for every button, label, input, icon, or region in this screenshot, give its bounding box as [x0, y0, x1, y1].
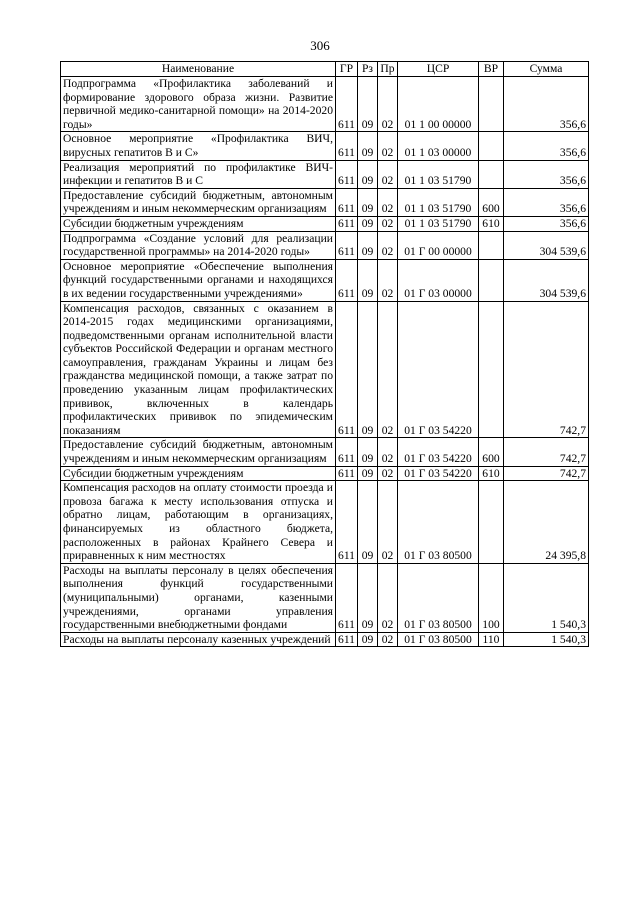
cell-pr: 02: [378, 632, 398, 647]
cell-sum: 1 540,3: [504, 563, 589, 632]
cell-name: Предоставление субсидий бюджетным, автономным учреждениям и иным некоммерческим организациям: [61, 438, 336, 466]
cell-csr: 01 Г 03 54220: [398, 438, 479, 466]
cell-name: Субсидии бюджетным учреждениям: [61, 466, 336, 481]
cell-csr: 01 Г 03 54220: [398, 466, 479, 481]
table-row: [61, 466, 589, 481]
cell-name: Основное мероприятие «Обеспечение выполнения функций государственными органами и находящихся в их ведении государственными учреждениями»: [61, 259, 336, 301]
cell-sum: 742,7: [504, 466, 589, 481]
budget-table: [60, 61, 589, 647]
cell-gr: 611: [336, 77, 358, 132]
cell-vr: 610: [479, 216, 504, 231]
cell-pr: 02: [378, 301, 398, 438]
cell-name: Предоставление субсидий бюджетным, автономным учреждениям и иным некоммерческим организациям: [61, 188, 336, 216]
cell-csr: 01 1 03 51790: [398, 216, 479, 231]
cell-name: Подпрограмма «Создание условий для реализации государственной программы» на 2014-2020 годы»: [61, 231, 336, 259]
cell-vr: [479, 301, 504, 438]
cell-sum: 742,7: [504, 438, 589, 466]
cell-csr: 01 1 00 00000: [398, 77, 479, 132]
cell-gr: 611: [336, 301, 358, 438]
cell-rz: 09: [358, 160, 378, 188]
cell-sum: 304 539,6: [504, 231, 589, 259]
header-pr: Пр: [378, 62, 398, 77]
table-row: [61, 481, 589, 564]
cell-csr: 01 Г 03 80500: [398, 632, 479, 647]
table-row: [61, 259, 589, 301]
table-row: [61, 160, 589, 188]
cell-pr: 02: [378, 160, 398, 188]
header-name: Наименование: [61, 62, 336, 77]
cell-vr: 100: [479, 563, 504, 632]
cell-rz: 09: [358, 481, 378, 564]
cell-gr: 611: [336, 188, 358, 216]
cell-vr: [479, 132, 504, 160]
cell-csr: 01 Г 03 00000: [398, 259, 479, 301]
cell-rz: 09: [358, 231, 378, 259]
cell-pr: 02: [378, 188, 398, 216]
cell-vr: 110: [479, 632, 504, 647]
cell-pr: 02: [378, 231, 398, 259]
cell-rz: 09: [358, 438, 378, 466]
cell-gr: 611: [336, 466, 358, 481]
cell-vr: 600: [479, 438, 504, 466]
cell-csr: 01 Г 03 80500: [398, 481, 479, 564]
cell-gr: 611: [336, 216, 358, 231]
table-header-row: [61, 62, 589, 77]
table-row: [61, 77, 589, 132]
cell-rz: 09: [358, 259, 378, 301]
cell-pr: 02: [378, 563, 398, 632]
cell-name: Реализация мероприятий по профилактике ВИЧ-инфекции и гепатитов В и С: [61, 160, 336, 188]
header-gr: ГР: [336, 62, 358, 77]
cell-name: Компенсация расходов на оплату стоимости проезда и провоза багажа к месту использования отпуска и обратно лицам, работающим в организациях, финансируемых из областного бюджета, расположенных в районах Крайнего Севера и приравненных к ним местностях: [61, 481, 336, 564]
cell-gr: 611: [336, 259, 358, 301]
cell-rz: 09: [358, 77, 378, 132]
cell-sum: 356,6: [504, 160, 589, 188]
table-row: [61, 438, 589, 466]
cell-vr: 600: [479, 188, 504, 216]
cell-rz: 09: [358, 563, 378, 632]
table-row: [61, 632, 589, 647]
cell-name: Основное мероприятие «Профилактика ВИЧ, вирусных гепатитов В и С»: [61, 132, 336, 160]
cell-rz: 09: [358, 301, 378, 438]
cell-pr: 02: [378, 132, 398, 160]
cell-name: Подпрограмма «Профилактика заболеваний и формирование здорового образа жизни. Развитие первичной медико-санитарной помощи» на 2014-2020 годы»: [61, 77, 336, 132]
cell-csr: 01 Г 03 80500: [398, 563, 479, 632]
cell-rz: 09: [358, 188, 378, 216]
cell-gr: 611: [336, 563, 358, 632]
table-row: [61, 301, 589, 438]
cell-rz: 09: [358, 216, 378, 231]
cell-rz: 09: [358, 466, 378, 481]
header-csr: ЦСР: [398, 62, 479, 77]
cell-pr: 02: [378, 438, 398, 466]
cell-sum: 1 540,3: [504, 632, 589, 647]
cell-sum: 24 395,8: [504, 481, 589, 564]
cell-sum: 356,6: [504, 188, 589, 216]
cell-csr: 01 1 03 00000: [398, 132, 479, 160]
cell-name: Субсидии бюджетным учреждениям: [61, 216, 336, 231]
cell-sum: 356,6: [504, 132, 589, 160]
cell-pr: 02: [378, 481, 398, 564]
cell-gr: 611: [336, 438, 358, 466]
cell-vr: [479, 259, 504, 301]
header-rz: Рз: [358, 62, 378, 77]
cell-pr: 02: [378, 216, 398, 231]
cell-vr: [479, 77, 504, 132]
cell-gr: 611: [336, 632, 358, 647]
cell-pr: 02: [378, 259, 398, 301]
cell-pr: 02: [378, 466, 398, 481]
table-row: [61, 563, 589, 632]
cell-rz: 09: [358, 632, 378, 647]
cell-rz: 09: [358, 132, 378, 160]
cell-sum: 742,7: [504, 301, 589, 438]
cell-csr: 01 1 03 51790: [398, 160, 479, 188]
cell-vr: [479, 160, 504, 188]
cell-csr: 01 1 03 51790: [398, 188, 479, 216]
cell-sum: 356,6: [504, 216, 589, 231]
table-body: [61, 77, 589, 647]
cell-gr: 611: [336, 231, 358, 259]
cell-name: Компенсация расходов, связанных с оказанием в 2014-2015 годах медицинскими организациями, подведомственными органам исполнительной власти субъектов Российской Федерации и органам местного самоуправления, гражданам Украины и лицам без гражданства медицинской помощи, а также затрат по проведению указанным лицам профилактических прививок, включенных в календарь профилактических прививок по эпидемическим показаниям: [61, 301, 336, 438]
cell-name: Расходы на выплаты персоналу в целях обеспечения выполнения функций государственными (муниципальными) органами, казенными учреждениями, органами управления государственными внебюджетными фондами: [61, 563, 336, 632]
cell-csr: 01 Г 00 00000: [398, 231, 479, 259]
table-row: [61, 231, 589, 259]
cell-gr: 611: [336, 132, 358, 160]
cell-sum: 356,6: [504, 77, 589, 132]
cell-pr: 02: [378, 77, 398, 132]
cell-sum: 304 539,6: [504, 259, 589, 301]
table-row: [61, 188, 589, 216]
cell-vr: 610: [479, 466, 504, 481]
header-vr: ВР: [479, 62, 504, 77]
page-number: 306: [310, 38, 330, 53]
table-row: [61, 216, 589, 231]
cell-vr: [479, 481, 504, 564]
header-sum: Сумма: [504, 62, 589, 77]
cell-gr: 611: [336, 481, 358, 564]
table-row: [61, 132, 589, 160]
cell-name: Расходы на выплаты персоналу казенных учреждений: [61, 632, 336, 647]
cell-vr: [479, 231, 504, 259]
cell-gr: 611: [336, 160, 358, 188]
cell-csr: 01 Г 03 54220: [398, 301, 479, 438]
